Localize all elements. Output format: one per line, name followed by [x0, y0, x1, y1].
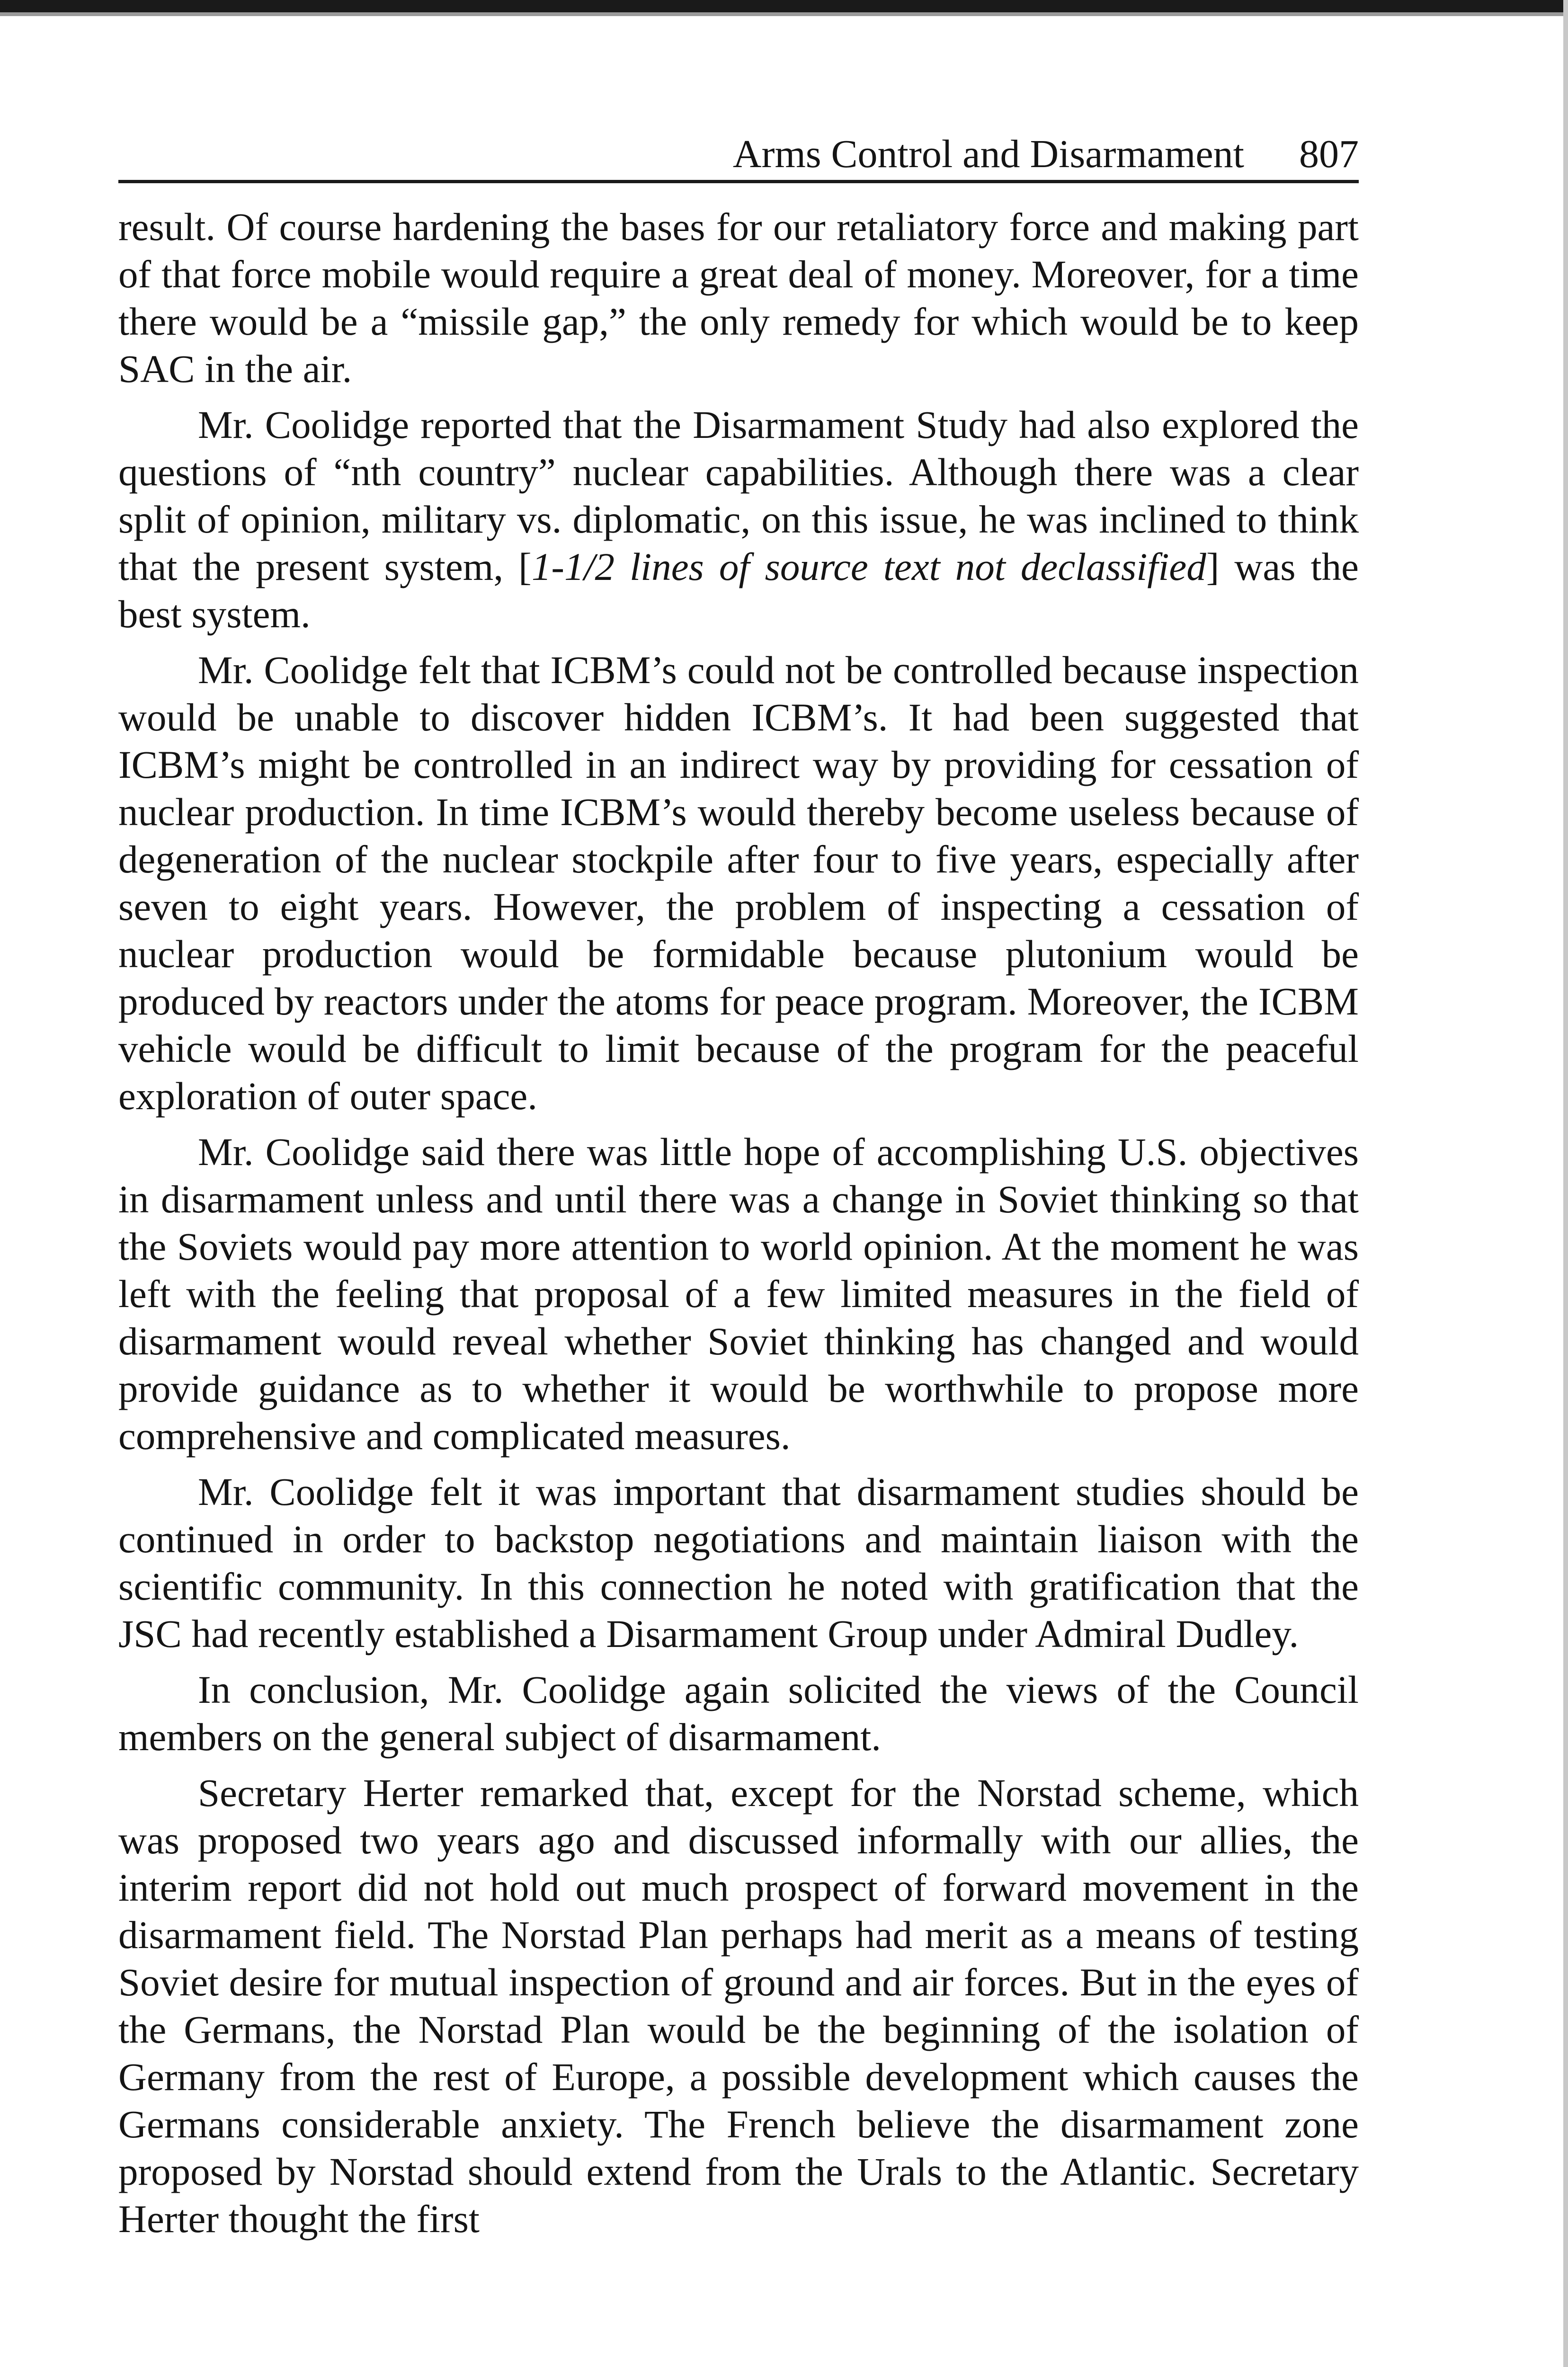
body-text [118, 203, 1359, 2242]
page-number: 807 [1299, 132, 1359, 176]
running-head [118, 109, 1359, 183]
running-head-title: Arms Control and Disarmament [732, 132, 1244, 176]
paragraph-2-text-after: ] was the best system. [118, 545, 1359, 636]
scan-top-edge [0, 0, 1568, 12]
paragraph-4: Mr. Coolidge said there was little hope of accomplishing U.S. objectives in disarmament unless and until there was a change in Soviet thinking so that the Soviets would pay more attention to world opinion. At the moment he was left with the feeling that proposal of a few limited measures in the field of disarmament would reveal whether Soviet thinking has changed and would provide guidance as to whether it would be worthwhile to propose more comprehensive and complicated measures. [118, 1130, 1359, 1458]
editorial-note: 1-1/2 lines of source text not declassified [531, 545, 1206, 588]
paragraph-1: result. Of course hardening the bases for our retaliatory force and making part of that force mobile would require a great deal of money. Moreover, for a time there would be a “missile gap,” the only remedy for which would be to keep SAC in the air. [118, 205, 1359, 391]
paragraph-5: Mr. Coolidge felt it was important that disarmament studies should be continued in order to backstop negotiations and maintain liaison with the scientific community. In this connection he noted with gratification that the JSC had recently established a Disarmament Group under Admiral Dudley. [118, 1470, 1359, 1655]
paragraph-6: In conclusion, Mr. Coolidge again solicited the views of the Council members on the general subject of disarmament. [118, 1668, 1359, 1759]
scan-right-edge [1563, 0, 1568, 2367]
paragraph-2 [118, 401, 1359, 638]
paragraph-2-text-before: Mr. Coolidge reported that the Disarmament Study had also explored the questions of “nth country” nuclear capabilities. Although there was a clear split of opinion, military vs. diplomatic, on this issue, he was inclined to think that the present system, [ [118, 403, 1359, 588]
paragraph-7: Secretary Herter remarked that, except for the Norstad scheme, which was proposed two years ago and discussed informally with our allies, the interim report did not hold out much prospect of forward movement in the disarmament field. The Norstad Plan perhaps had merit as a means of testing Soviet desire for mutual inspection of ground and air forces. But in the eyes of the Germans, the Norstad Plan would be the beginning of the isolation of Germany from the rest of Europe, a possible development which causes the Germans considerable anxiety. The French believe the disarmament zone proposed by Norstad should extend from the Urals to the Atlantic. Secretary Herter thought the first [118, 1771, 1359, 2241]
paragraph-3: Mr. Coolidge felt that ICBM’s could not be controlled because inspection would be unable to discover hidden ICBM’s. It had been suggested that ICBM’s might be controlled in an indirect way by providing for cessation of nuclear production. In time ICBM’s would thereby become useless because of degeneration of the nuclear stockpile after four to five years, especially after seven to eight years. However, the problem of inspecting a cessation of nuclear production would be formidable because plutonium would be produced by reactors under the atoms for peace program. Moreover, the ICBM vehicle would be difficult to limit because of the program for the peaceful exploration of outer space. [118, 648, 1359, 1118]
document-page [118, 109, 1359, 2251]
scan-top-edge-shadow [0, 12, 1568, 16]
